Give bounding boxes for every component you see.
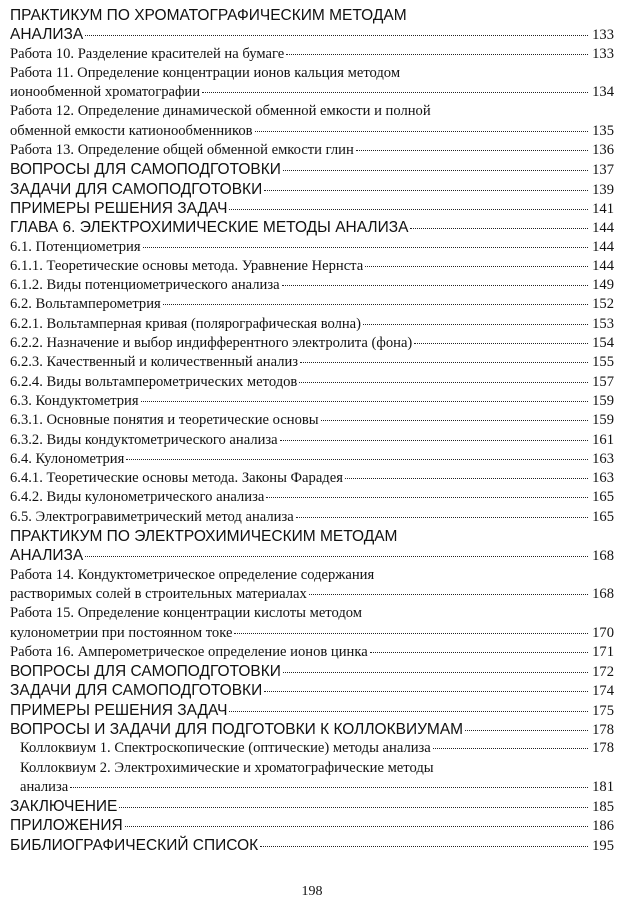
toc-entry-title: ГЛАВА 6. ЭЛЕКТРОХИМИЧЕСКИЕ МЕТОДЫ АНАЛИЗА	[10, 219, 409, 237]
toc-entry-title: Работа 10. Разделение красителей на бумаге	[10, 45, 285, 62]
toc-entry-title: Работа 16. Амперометрическое определение ионов цинка	[10, 643, 368, 660]
toc-page-number: 181	[592, 778, 614, 795]
dot-leader	[283, 660, 588, 673]
toc-page-number: 155	[592, 354, 614, 371]
page-number: 198	[301, 884, 323, 899]
dot-leader	[234, 621, 588, 634]
dot-leader	[414, 331, 588, 344]
toc-entry-title: ПРИЛОЖЕНИЯ	[10, 817, 123, 835]
toc-page-number: 133	[592, 27, 614, 44]
dot-leader	[309, 582, 588, 595]
toc-entry-title: Работа 14. Кондуктометрическое определение содержания	[10, 566, 375, 583]
toc-page-number: 141	[592, 200, 614, 217]
toc-entry-title: Работа 15. Определение концентрации кислоты методом	[10, 605, 363, 622]
table-of-contents	[10, 6, 614, 855]
toc-entry-title: АНАЛИЗА	[10, 547, 84, 565]
toc-entry	[10, 836, 614, 855]
dot-leader	[260, 834, 588, 847]
toc-entry	[10, 566, 614, 605]
toc-entry-title: 6.1.2. Виды потенциометрического анализа	[10, 277, 280, 294]
toc-entry-title: 6.5. Электрогравиметрический метод анализа	[10, 508, 294, 525]
dot-leader	[264, 679, 588, 692]
dot-leader	[282, 273, 588, 286]
dot-leader	[85, 544, 588, 557]
dot-leader	[356, 138, 588, 151]
toc-entry-title: ЗАКЛЮЧЕНИЕ	[10, 798, 118, 816]
toc-entry-title: Работа 13. Определение общей обменной емкости глин	[10, 142, 354, 159]
dot-leader	[300, 350, 588, 363]
toc-entry-title: 6.1. Потенциометрия	[10, 238, 141, 255]
toc-page-number: 133	[592, 45, 614, 62]
dot-leader	[370, 640, 588, 653]
toc-line	[10, 739, 614, 758]
toc-page-number: 165	[592, 489, 614, 506]
toc-entry-title: обменной емкости катионообменников	[10, 122, 253, 139]
dot-leader	[70, 775, 588, 788]
toc-page-number: 163	[592, 470, 614, 487]
toc-entry-title: 6.1.1. Теоретические основы метода. Уравнение Нернста	[10, 257, 364, 274]
dot-leader	[286, 42, 588, 55]
toc-page-number: 163	[592, 450, 614, 467]
toc-page-number: 137	[592, 162, 614, 179]
dot-leader	[229, 699, 588, 712]
dot-leader	[141, 389, 588, 402]
toc-page-number: 152	[592, 296, 614, 313]
toc-page-number: 136	[592, 142, 614, 159]
toc-entry-title: растворимых солей в строительных материалах	[10, 585, 307, 602]
toc-entry	[10, 102, 614, 141]
toc-page-number: 159	[592, 412, 614, 429]
toc-entry-title: 6.2. Вольтамперометрия	[10, 296, 161, 313]
toc-entry	[10, 45, 614, 64]
toc-entry-title: 6.4. Кулонометрия	[10, 450, 125, 467]
toc-line	[10, 836, 614, 855]
toc-page-number: 139	[592, 181, 614, 198]
dot-leader	[280, 428, 588, 441]
dot-leader	[119, 795, 588, 808]
toc-entry-title: БИБЛИОГРАФИЧЕСКИЙ СПИСОК	[10, 836, 259, 854]
toc-entry-title: 6.2.3. Качественный и количественный анализ	[10, 354, 299, 371]
toc-entry-title: ионообменной хроматографии	[10, 84, 201, 101]
dot-leader	[296, 505, 588, 518]
toc-entry-title: ВОПРОСЫ ДЛЯ САМОПОДГОТОВКИ	[10, 663, 281, 681]
toc-entry-title: ЗАДАЧИ ДЛЯ САМОПОДГОТОВКИ	[10, 682, 263, 700]
toc-entry	[10, 6, 614, 45]
dot-leader	[163, 292, 588, 305]
toc-page-number: 154	[592, 335, 614, 352]
dot-leader	[266, 485, 588, 498]
dot-leader	[255, 119, 588, 132]
toc-entry-title: ПРАКТИКУМ ПО ХРОМАТОГРАФИЧЕСКИМ МЕТОДАМ	[10, 7, 407, 24]
dot-leader	[85, 23, 588, 36]
toc-entry-title: 6.3. Кондуктометрия	[10, 392, 139, 409]
toc-entry-title: Работа 12. Определение динамической обменной емкости и полной	[10, 103, 431, 120]
toc-entry-title: анализа	[20, 778, 69, 795]
toc-entry-title: Коллоквиум 1. Спектроскопические (оптические) методы анализа	[20, 740, 431, 757]
toc-entry-title: 6.4.1. Теоретические основы метода. Законы Фарадея	[10, 470, 343, 487]
dot-leader	[465, 718, 588, 731]
toc-page-number: 149	[592, 277, 614, 294]
toc-page-number: 135	[592, 122, 614, 139]
toc-page-number: 171	[592, 643, 614, 660]
toc-page-number: 178	[592, 721, 614, 738]
toc-page-number: 134	[592, 84, 614, 101]
toc-page-number: 172	[592, 664, 614, 681]
dot-leader	[264, 178, 588, 191]
dot-leader	[229, 197, 588, 210]
toc-entry	[10, 64, 614, 103]
toc-entry-title: ПРИМЕРЫ РЕШЕНИЯ ЗАДАЧ	[10, 199, 228, 217]
toc-entry-title: ВОПРОСЫ ДЛЯ САМОПОДГОТОВКИ	[10, 161, 281, 179]
toc-entry	[10, 604, 614, 643]
dot-leader	[321, 408, 588, 421]
dot-leader	[202, 80, 588, 93]
toc-page-number: 178	[592, 740, 614, 757]
toc-page-number: 157	[592, 373, 614, 390]
toc-entry-title: ПРИМЕРЫ РЕШЕНИЯ ЗАДАЧ	[10, 701, 228, 719]
dot-leader	[125, 814, 588, 827]
dot-leader	[433, 736, 588, 749]
toc-line	[10, 45, 614, 64]
toc-entry	[10, 759, 614, 798]
toc-page-number: 195	[592, 837, 614, 854]
toc-page-number: 153	[592, 315, 614, 332]
toc-page-number: 144	[592, 220, 614, 237]
toc-entry	[10, 527, 614, 566]
dot-leader	[363, 312, 588, 325]
dot-leader	[345, 466, 588, 479]
toc-entry	[10, 739, 614, 758]
toc-page-number: 159	[592, 392, 614, 409]
toc-entry-title: кулонометрии при постоянном токе	[10, 624, 233, 641]
toc-line	[10, 83, 614, 102]
toc-entry-title: АНАЛИЗА	[10, 26, 84, 44]
toc-entry	[10, 508, 614, 527]
toc-entry-title: 6.3.2. Виды кондуктометрического анализа	[10, 431, 278, 448]
toc-page-number: 185	[592, 799, 614, 816]
toc-entry-title: 6.4.2. Виды кулонометрического анализа	[10, 489, 265, 506]
toc-page-number: 168	[592, 585, 614, 602]
toc-line	[10, 508, 614, 527]
dot-leader	[299, 370, 588, 383]
toc-page-number: 161	[592, 431, 614, 448]
toc-entry-title: Работа 11. Определение концентрации ионов кальция методом	[10, 64, 401, 81]
dot-leader	[143, 235, 588, 248]
toc-entry-title: 6.2.4. Виды вольтамперометрических методов	[10, 373, 298, 390]
toc-entry-title: 6.2.1. Вольтамперная кривая (полярографическая волна)	[10, 315, 362, 332]
dot-leader	[365, 254, 588, 267]
toc-entry-title: 6.3.1. Основные понятия и теоретические основы	[10, 412, 319, 429]
toc-entry-title: Коллоквиум 2. Электрохимические и хроматографические методы	[20, 759, 434, 776]
toc-page-number: 144	[592, 238, 614, 255]
toc-page-number: 186	[592, 818, 614, 835]
toc-page-number: 144	[592, 257, 614, 274]
toc-entry-title: ВОПРОСЫ И ЗАДАЧИ ДЛЯ ПОДГОТОВКИ К КОЛЛОКВИУМАМ	[10, 720, 464, 738]
toc-entry-title: ЗАДАЧИ ДЛЯ САМОПОДГОТОВКИ	[10, 180, 263, 198]
dot-leader	[126, 447, 588, 460]
toc-page-number: 175	[592, 702, 614, 719]
toc-entry-title: ПРАКТИКУМ ПО ЭЛЕКТРОХИМИЧЕСКИМ МЕТОДАМ	[10, 528, 398, 546]
dot-leader	[410, 216, 588, 229]
toc-page-number: 174	[592, 683, 614, 700]
toc-line	[10, 546, 614, 565]
toc-page-number: 170	[592, 624, 614, 641]
dot-leader	[283, 158, 588, 171]
toc-line	[10, 585, 614, 604]
toc-entry-title: 6.2.2. Назначение и выбор индифферентного электролита (фона)	[10, 335, 413, 352]
toc-page-number: 168	[592, 548, 614, 565]
toc-page-number: 165	[592, 508, 614, 525]
